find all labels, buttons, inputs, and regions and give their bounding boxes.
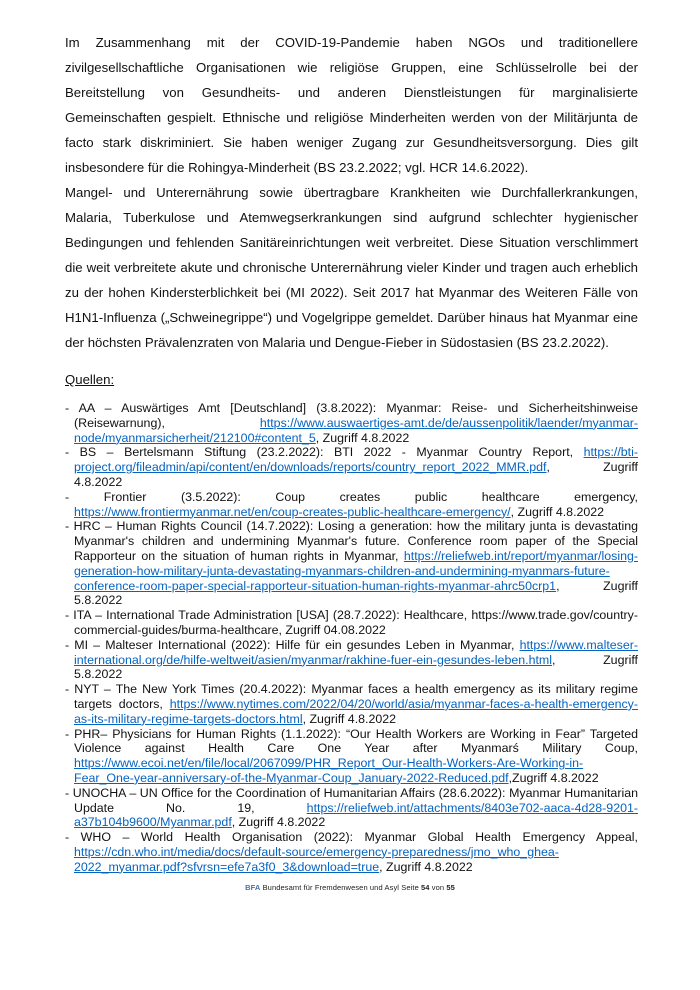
source-text: , Zugriff 4.8.2022	[379, 859, 473, 874]
paragraph-covid-ngos: Im Zusammenhang mit der COVID-19-Pandemie haben NGOs und traditionellere zivilgesellschaftliche Organisationen wie religiöse Gruppen, eine Schlüsselrolle bei der Bereitstellung von Gesundheits- und anderen Dienstleistungen für marginalisierte Gemeinschaften gespielt. Ethnische und religiöse Minderheiten werden von der Militärjunta de facto stark diskriminiert. Sie haben weniger Zugang zur Gesundheitsversorgung. Dies gilt insbesondere für die Rohingya-Minderheit (BS 23.2.2022; vgl. HCR 14.6.2022).	[65, 35, 638, 175]
page-content	[65, 30, 638, 875]
source-link[interactable]: https://www.ecoi.net/en/file/local/2067099/PHR_Report_Our-Health-Workers-Are-Working-in-Fear_One-year-anniversary-of-the-Myanmar-Coup_January-2022-Reduced.pdf	[74, 756, 584, 785]
list-marker: -	[65, 726, 75, 741]
footer-page-number: 54	[421, 883, 430, 892]
source-link[interactable]: https://reliefweb.int/attachments/8403e702-aaca-4d28-9201-a37b104b9600/Myanmar.pdf	[74, 800, 638, 830]
source-item	[65, 638, 638, 682]
list-marker: -	[65, 401, 79, 415]
list-marker: -	[65, 682, 75, 697]
source-item	[65, 401, 638, 445]
bfa-logo: BFA	[245, 883, 261, 892]
source-text: , Zugriff 4.8.2022	[315, 430, 410, 445]
source-link[interactable]: https://cdn.who.int/media/docs/default-source/emergency-preparedness/jmo_who_ghea-2022_myanmar.pdf?sfvrsn=efe7a3f0_3&download=true	[74, 844, 559, 874]
source-item	[65, 519, 638, 608]
source-text: BS – Bertelsmann Stiftung (23.2.2022): BTI 2022 - Myanmar Country Report,	[79, 445, 584, 460]
page-footer	[0, 883, 700, 893]
source-text: ,Zugriff 4.8.2022	[508, 770, 599, 785]
source-text: UNOCHA – UN Office for the Coordination of Humanitarian Affairs (28.6.2022): Myanmar Humanitarian Update No. 19,	[72, 785, 638, 815]
source-text: NYT – The New York Times (20.4.2022): Myanmar faces a health emergency as its military regime targets doctors,	[74, 682, 639, 711]
source-text: , Zugriff 4.8.2022	[510, 504, 605, 519]
source-link[interactable]: https://www.frontiermyanmar.net/en/coup-creates-public-healthcare-emergency/	[74, 504, 511, 519]
source-link[interactable]: https://www.malteser-international.org/de/hilfe-weltweit/asien/myanmar/rakhine-fuer-ein-gesundes-leben.html	[74, 637, 638, 667]
footer-text: Bundesamt für Fremdenwesen und Asyl Seite	[262, 883, 419, 892]
source-text: , Zugriff 4.8.2022	[74, 460, 638, 489]
source-link[interactable]: https://www.nytimes.com/2022/04/20/world/asia/myanmar-faces-a-health-emergency-as-its-military-regime-targets-doctors.html	[74, 696, 638, 726]
source-item	[65, 682, 638, 726]
list-marker: -	[65, 830, 81, 845]
source-item	[65, 608, 638, 638]
source-text: AA – Auswärtiges Amt [Deutschland] (3.8.2022): Myanmar: Reise- und Sicherheitshinweise (Reisewarnung),	[74, 401, 639, 430]
sources-heading: Quellen:	[65, 372, 115, 387]
source-text: , Zugriff 4.8.2022	[302, 711, 397, 726]
source-text: WHO – World Health Organisation (2022): Myanmar Global Health Emergency Appeal,	[80, 830, 638, 845]
source-item	[65, 727, 638, 786]
source-text: , Zugriff 4.8.2022	[231, 815, 326, 830]
source-text: Frontier (3.5.2022): Coup creates public healthcare emergency,	[103, 489, 638, 504]
source-text: HRC – Human Rights Council (14.7.2022): Losing a generation: how the military junta is devastating Myanmar's children and undermining Myanmar's future. Conference room paper of the Special Rapporteur on the situation of human rights in Myanmar,	[73, 519, 638, 563]
source-link[interactable]: https://bti-project.org/fileadmin/api/content/en/downloads/reports/country_report_2022_MMR.pdf	[74, 445, 638, 475]
list-marker: -	[65, 785, 73, 800]
source-text: , Zugriff 5.8.2022	[74, 652, 638, 682]
source-item	[65, 786, 638, 830]
list-marker: -	[65, 445, 80, 460]
source-item	[65, 445, 638, 489]
source-link[interactable]: https://www.auswaertiges-amt.de/de/aussenpolitik/laender/myanmar-node/myanmarsicherheit/212100#content_5	[74, 415, 638, 445]
source-text: MI – Malteser International (2022): Hilfe für ein gesundes Leben in Myanmar,	[74, 637, 520, 652]
paragraph-malnutrition: Mangel- und Unterernährung sowie übertragbare Krankheiten wie Durchfallerkrankungen, Malaria, Tuberkulose und Atemwegserkrankungen sind aufgrund schlechter hygienischer Bedingungen und fehlenden Sanitäreinrichtungen weit verbreitet. Diese Situation verschlimmert die weit verbreitete akute und chronische Unterernährung vieler Kinder und tragen auch erheblich zu der hohen Kindersterblichkeit bei (MI 2022). Seit 2017 hat Myanmar des Weiteren Fälle von H1N1-Influenza („Schweinegrippe“) und Vogelgrippe gemeldet. Darüber hinaus hat Myanmar eine der höchsten Prävalenzraten von Malaria und Dengue-Fieber in Südostasien (BS 23.2.2022).	[65, 185, 638, 350]
source-text: ITA – International Trade Administration [USA] (28.7.2022): Healthcare, https://www.trade.gov/country-commercial-guides/burma-healthcare, Zugriff 04.08.2022	[73, 608, 638, 637]
list-marker: -	[65, 608, 74, 623]
footer-total-pages: 55	[446, 883, 455, 892]
list-marker: -	[65, 489, 104, 504]
source-item	[65, 490, 638, 520]
source-text: PHR– Physicians for Human Rights (1.1.2022): “Our Health Workers are Working in Fear” Targeted Violence against Health Care One Year after Myanmarś Military Coup,	[74, 726, 638, 756]
list-marker: -	[65, 637, 75, 652]
list-marker: -	[65, 519, 74, 534]
footer-of-label: von	[431, 883, 445, 892]
source-text: , Zugriff 5.8.2022	[74, 578, 638, 608]
source-link[interactable]: https://reliefweb.int/report/myanmar/losing-generation-how-military-junta-devastating-myanmars-children-and-undermining-myanmars-future-conference-room-paper-special-rapporteur-situation-human-rights-myanmar-ahrc50crp1	[74, 548, 638, 593]
source-item	[65, 830, 638, 874]
sources-list	[65, 401, 638, 875]
